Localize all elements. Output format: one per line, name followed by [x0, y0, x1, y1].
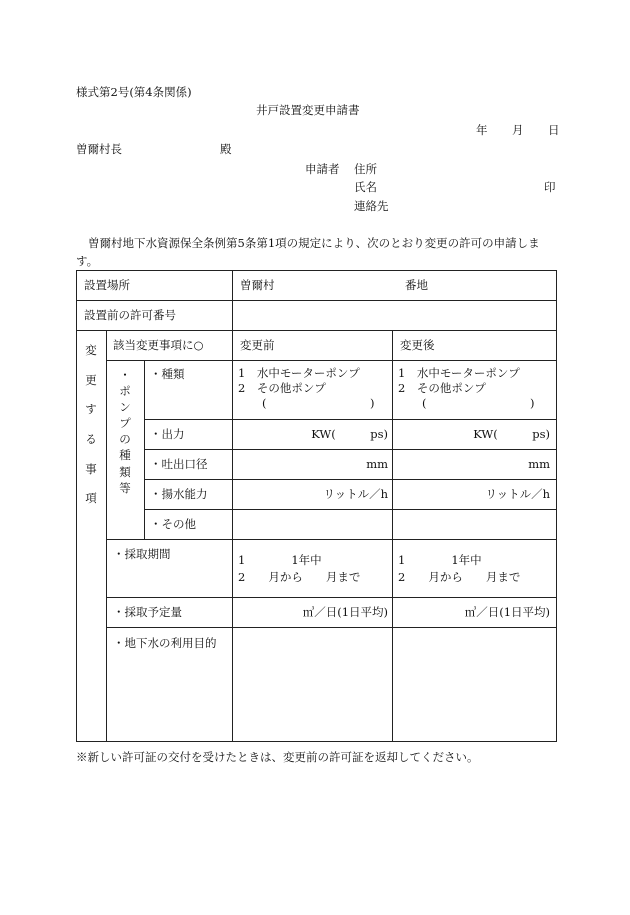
- before-header: 変更前: [240, 338, 275, 352]
- date-day: 日: [548, 123, 560, 137]
- pump-before-opt2: 2 その他ポンプ: [238, 381, 326, 395]
- body-text-cont: す。: [76, 254, 99, 268]
- capacity-before-unit: リットル／h: [323, 487, 388, 501]
- output-before-unit: KW( ps): [311, 427, 388, 441]
- period-label: ・採取期間: [113, 547, 171, 561]
- outlet-after-unit: mm: [528, 457, 550, 471]
- period-before-opt2: 2 月から 月まで: [238, 570, 361, 584]
- check-instruction-label: 該当変更事項に○: [113, 338, 204, 352]
- period-after-opt2: 2 月から 月まで: [398, 570, 521, 584]
- pump-after-opt2: 2 その他ポンプ: [398, 381, 486, 395]
- output-label: ・出力: [150, 427, 185, 441]
- period-before-opt1: 1 1年中: [238, 553, 322, 567]
- location-banchi: 番地: [405, 278, 428, 292]
- pump-before-paren: ( ): [262, 396, 375, 410]
- period-after-opt1: 1 1年中: [398, 553, 482, 567]
- applicant-contact-label: 連絡先: [354, 199, 389, 213]
- pump-after-paren: ( ): [422, 396, 535, 410]
- change-items-label: 変更する事項: [85, 343, 97, 506]
- other-label: ・その他: [150, 517, 196, 531]
- applicant-label: 申請者: [305, 162, 340, 176]
- pump-group-label: ・ポンプの種類等: [119, 368, 131, 495]
- amount-after-unit: ㎥／日(1日平均): [464, 605, 550, 619]
- pump-type-label: ・種類: [150, 367, 185, 381]
- applicant-address-label: 住所: [354, 162, 377, 176]
- outlet-before-unit: mm: [366, 457, 388, 471]
- date-month: 月: [512, 123, 524, 137]
- seal-mark: 印: [544, 180, 556, 194]
- capacity-after-unit: リットル／h: [485, 487, 550, 501]
- amount-label: ・採取予定量: [113, 605, 182, 619]
- pump-before-opt1: 1 水中モーターポンプ: [238, 366, 360, 380]
- after-header: 変更後: [400, 338, 435, 352]
- body-text: 曽爾村地下水資源保全条例第5条第1項の規定により、次のとおり変更の許可の申請しま: [88, 236, 540, 250]
- pump-after-opt1: 1 水中モーターポンプ: [398, 366, 520, 380]
- purpose-label: ・地下水の利用目的: [113, 636, 217, 650]
- output-after-unit: KW( ps): [473, 427, 550, 441]
- outlet-label: ・吐出口径: [150, 457, 208, 471]
- location-label: 設置場所: [84, 278, 130, 292]
- form-title: 井戸設置変更申請書: [256, 103, 360, 117]
- permit-number-label: 設置前の許可番号: [84, 308, 176, 322]
- location-village: 曽爾村: [240, 278, 275, 292]
- addressee-name: 曽爾村長: [76, 142, 122, 156]
- capacity-label: ・揚水能力: [150, 487, 208, 501]
- addressee-honorific: 殿: [220, 142, 232, 156]
- form-number: 様式第2号(第4条関係): [76, 85, 192, 99]
- date-year: 年: [476, 123, 488, 137]
- applicant-name-label: 氏名: [354, 180, 377, 194]
- footnote: ※新しい許可証の交付を受けたときは、変更前の許可証を返却してください。: [76, 750, 479, 764]
- amount-before-unit: ㎥／日(1日平均): [302, 605, 388, 619]
